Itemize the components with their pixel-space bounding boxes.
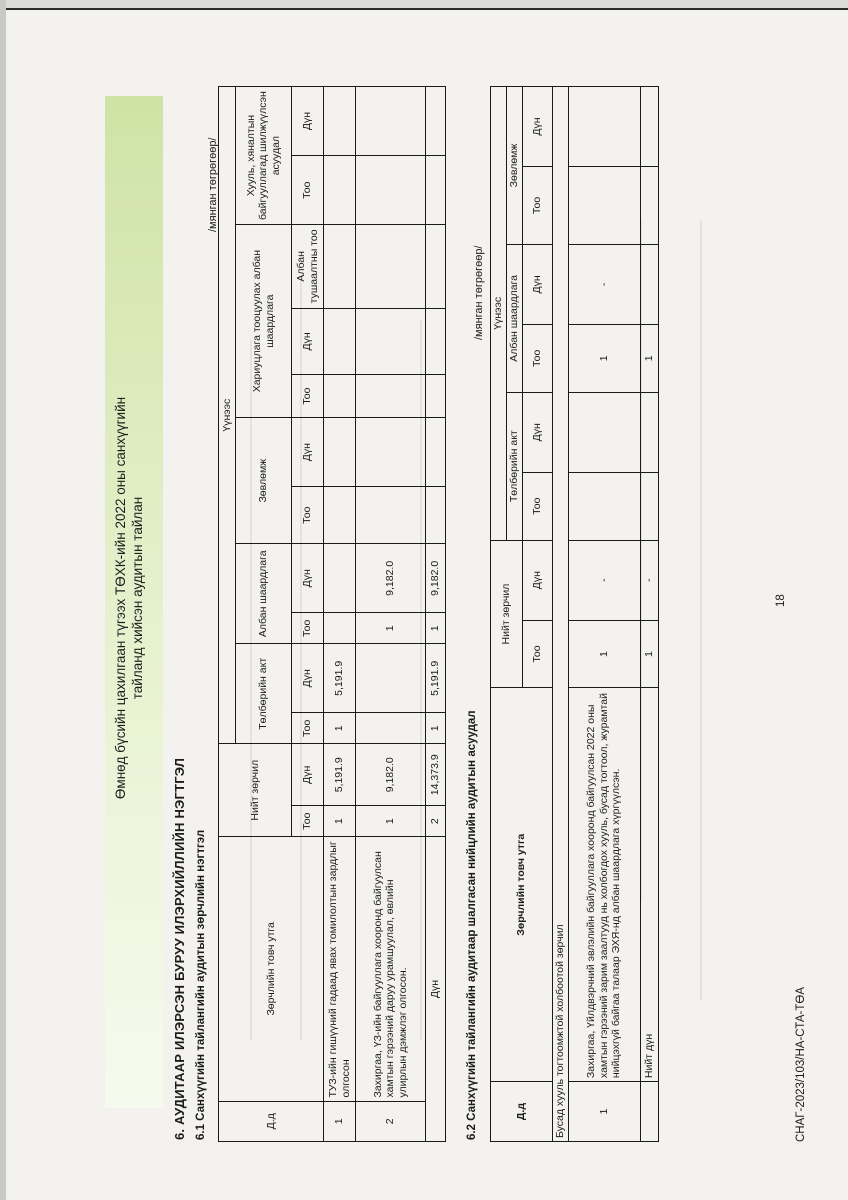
total-label: Дүн	[426, 837, 446, 1142]
group-label: Бусад хууль тогтоомжтой холбоотой зөрчил	[553, 87, 569, 1142]
total-amount: -	[640, 540, 658, 620]
row-desc: Захиргаа, ҮЗ-ийн байгууллага хооронд байгуулсан хамтын гэрээний даруу урамшуулал, өвлийн улирлын дэмжлэг олгосон.	[356, 837, 426, 1101]
header-count: Тоо	[292, 156, 324, 225]
total-row	[426, 87, 446, 1142]
row-total-amount: 5,191.9	[324, 744, 356, 806]
header-amount: Дүн	[292, 308, 324, 375]
header-desc: Зөрчлийн товч утга	[219, 837, 324, 1101]
header-count: Тоо	[523, 472, 553, 540]
section-6-1-title: 6.1 Санхүүгийн тайлангийн аудитын зөрчлийн нэгтгэл	[195, 829, 207, 1140]
header-total: Нийт зөрчил	[491, 540, 523, 688]
row-demand-amount: 9,182.0	[356, 544, 426, 613]
header-count: Тоо	[523, 167, 553, 245]
total-demand-count: 1	[426, 613, 446, 644]
header-law: Хууль, хяналтын байгууллагад шилжүүлсэн асуудал	[236, 87, 292, 225]
total-demand-amount: 9,182.0	[426, 544, 446, 613]
header-no: Д.д	[219, 1101, 324, 1141]
header-count: Тоо	[523, 620, 553, 688]
header-amount: Дүн	[292, 544, 324, 613]
row-demand-count	[324, 613, 356, 644]
compliance-issues-table	[490, 86, 659, 1142]
header-act: Төлбөрийн акт	[507, 392, 523, 540]
unit-note-2: /мянган төгрөгөөр/	[473, 245, 485, 340]
total-demand-amount	[640, 244, 658, 324]
header-amount: Дүн	[292, 644, 324, 713]
report-header-line2: тайланд хийсэн аудитын тайлан	[130, 496, 145, 700]
row-act-count: 1	[324, 713, 356, 744]
row-total-count: 1	[568, 620, 640, 688]
row-act-count	[568, 472, 640, 540]
report-header-text	[112, 98, 146, 1098]
unit-note-1: /мянган төгрөгөөр/	[207, 137, 219, 232]
row-total-count: 1	[324, 806, 356, 837]
header-count: Тоо	[292, 487, 324, 544]
header-amount: Дүн	[292, 87, 324, 156]
header-no: Д.д	[491, 1082, 553, 1142]
row-act-amount: 5,191.9	[324, 644, 356, 713]
total-row	[640, 87, 658, 1142]
header-amount: Дүн	[523, 392, 553, 472]
row-demand-count: 1	[356, 613, 426, 644]
page-number: 18	[775, 594, 787, 607]
total-act-count: 1	[426, 713, 446, 744]
header-status: Үүнээс	[219, 87, 236, 744]
header-demand: Албан шаардлага	[236, 544, 292, 644]
header-count: Тоо	[292, 713, 324, 744]
header-count: Тоо	[523, 324, 553, 392]
total-act-amount: 5,191.9	[426, 644, 446, 713]
row-demand-amount	[324, 544, 356, 613]
row-no: 1	[568, 1082, 640, 1142]
document-code: СНАГ-2023/103/НА-СТА-ТӨА	[795, 986, 807, 1142]
row-no: 1	[324, 1101, 356, 1141]
row-desc: ТУЗ-ийн гишүүний гадаад явах томилолтын зардлыг олгосон	[324, 837, 356, 1101]
row-total-count: 1	[356, 806, 426, 837]
row-total-amount: 9,182.0	[356, 744, 426, 806]
header-official-count: Албан тушаалтны тоо	[292, 225, 324, 308]
violations-summary-table	[218, 86, 446, 1142]
header-advice: Зөвлөмж	[507, 87, 523, 245]
section-6-2-title: 6.2 Санхүүгийн тайлангийн аудитаар шалгасан нийцлийн аудитын асуудал	[466, 710, 478, 1140]
report-header-line1: Өмнөд бүсийн цахилгаан түгээх ТӨХК-ийн 2022 оны санхүүгийн	[113, 396, 128, 800]
header-amount: Дүн	[292, 418, 324, 487]
table-row	[324, 87, 356, 1142]
row-demand-count: 1	[568, 324, 640, 392]
row-total-amount: -	[568, 540, 640, 620]
row-desc: Захиргаа, Үйлдвэрчний эвлэлийн байгууллага хооронд байгуулсан 2022 оны хамтын гэрээний зарим заалтууд нь холбогдох хууль, бусад тогтоол, журамтай нийцэхгүй байгаа талаар ЭХЯ-нд албан шаардлага хүргүүлсэн.	[568, 688, 640, 1082]
bleed-through	[700, 220, 702, 1000]
header-amount: Дүн	[523, 540, 553, 620]
row-act-amount	[568, 392, 640, 472]
total-count: 1	[640, 620, 658, 688]
header-total: Нийт зөрчил	[219, 744, 292, 837]
header-count: Тоо	[292, 613, 324, 644]
section-6-title: 6. АУДИТААР ИЛЭРСЭН БУРУУ ИЛЭРХИЙЛЛИЙН НЭГТГЭЛ	[172, 757, 187, 1140]
header-amount: Дүн	[523, 87, 553, 167]
row-act-count	[356, 713, 426, 744]
header-status: Үүнээс	[491, 87, 507, 541]
table-row	[568, 87, 640, 1142]
header-count: Тоо	[292, 806, 324, 837]
header-handover: Хариуцлага тооцуулах албан шаардлага	[236, 225, 292, 418]
table-row	[356, 87, 426, 1142]
header-amount: Дүн	[523, 244, 553, 324]
total-label: Нийт дүн	[640, 688, 658, 1082]
header-amount: Дүн	[292, 744, 324, 806]
header-count: Тоо	[292, 375, 324, 418]
row-demand-amount: -	[568, 244, 640, 324]
header-desc: Зөрчлийн товч утга	[491, 688, 553, 1082]
total-demand-count: 1	[640, 324, 658, 392]
header-demand: Албан шаардлага	[507, 244, 523, 392]
total-count: 2	[426, 806, 446, 837]
row-act-amount	[356, 644, 426, 713]
header-advice: Зөвлөмж	[236, 418, 292, 544]
row-no: 2	[356, 1101, 426, 1141]
group-row	[553, 87, 569, 1142]
total-amount: 14,373.9	[426, 744, 446, 806]
header-act: Төлбөрийн акт	[236, 644, 292, 744]
